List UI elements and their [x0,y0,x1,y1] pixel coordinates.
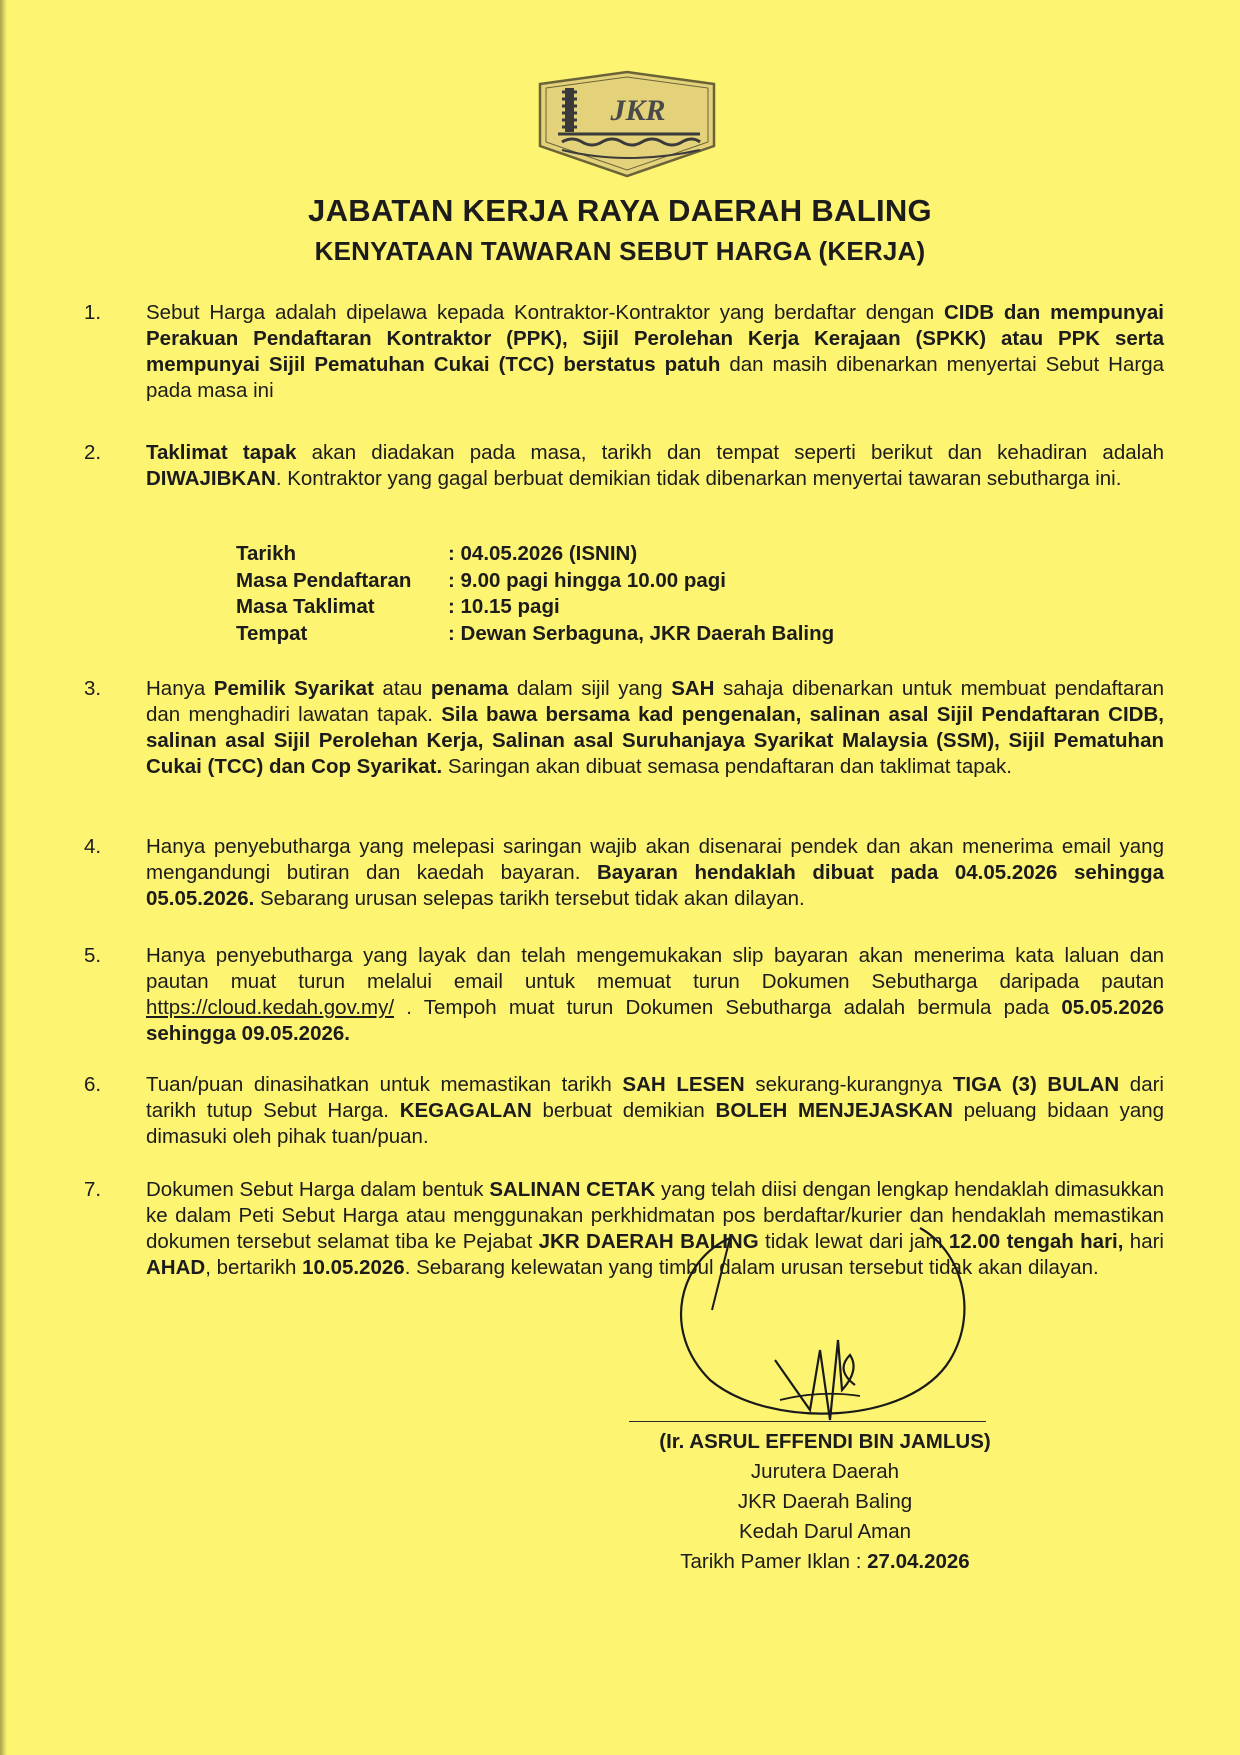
emphasis-text: DIWAJIBKAN [146,467,276,490]
text-run: Sebarang urusan selepas tarikh tersebut tidak akan dilayan. [254,887,805,910]
emphasis-text: 10.05.2026 [302,1256,405,1279]
text-run: . Sebarang kelewatan yang timbul dalam urusan tersebut tidak akan dilayan. [404,1256,1099,1279]
emphasis-text: Sila bawa bersama kad pengenalan, salinan asal Sijil Pendaftaran CIDB, salinan asal Sijil Perolehan Kerja, Salinan asal Suruhanjaya Syarikat Malaysia (SSM), Sijil Pematuhan Cukai (TCC) dan Cop Syarikat. [146,703,1164,778]
briefing-row-briefing-time [236,594,834,621]
jkr-logo [532,70,722,180]
clause-number: 1. [84,301,102,324]
emphasis-text: KEGAGALAN [399,1099,532,1122]
briefing-row-date [236,541,834,568]
emphasis-text: Bayaran hendaklah dibuat pada 04.05.2026 sehingga 05.05.2026. [146,861,1164,910]
clause-number: 2. [84,441,102,464]
briefing-value: : 10.15 pagi [448,595,560,618]
text-run: yang telah diisi dengan lengkap hendaklah dimasukkan ke dalam Peti Sebut Harga atau menggunakan perkhidmatan pos berdaftar/kurier dan hendaklah memastikan dokumen tersebut selamat tiba ke Pejabat [146,1178,1164,1253]
signatory-name: (Ir. ASRUL EFFENDI BIN JAMLUS) [659,1430,991,1453]
text-run: dan masih dibenarkan menyertai Sebut Harga pada masa ini [146,353,1164,402]
briefing-label: Masa Taklimat [236,595,375,618]
text-run: hari [1123,1230,1164,1253]
text-run: Dokumen Sebut Harga dalam bentuk [146,1178,490,1201]
briefing-details [236,541,834,647]
text-run: Saringan akan dibuat semasa pendaftaran dan taklimat tapak. [442,755,1012,778]
emphasis-text: AHAD [146,1256,206,1279]
text-run: dari tarikh tutup Sebut Harga. [146,1073,1164,1122]
text-run: akan diadakan pada masa, tarikh dan tempat seperti berikut dan kehadiran adalah [296,441,1164,464]
signature-line [629,1421,986,1422]
emphasis-text: Taklimat tapak [146,441,297,464]
emphasis-text: SALINAN CETAK [489,1178,656,1201]
briefing-value: : 04.05.2026 (ISNIN) [448,542,638,565]
emphasis-text: SAH [671,677,715,700]
page-title: JABATAN KERJA RAYA DAERAH BALING [308,193,932,228]
emphasis-text: 12.00 tengah hari, [948,1230,1124,1253]
text-run: . Tempoh muat turun Dokumen Sebutharga adalah bermula pada [394,996,1062,1019]
text-run: atau [373,677,431,700]
text-run: Tuan/puan dinasihatkan untuk memastikan tarikh [146,1073,623,1096]
emphasis-text: SAH LESEN [622,1073,745,1096]
text-run: , bertarikh [205,1256,303,1279]
text-run: sahaja dibenarkan untuk membuat pendaftaran dan menghadiri lawatan tapak. [146,677,1164,726]
text-run: sekurang-kurangnya [744,1073,953,1096]
briefing-label: Tarikh [236,542,296,565]
emphasis-text: CIDB dan mempunyai Perakuan Pendaftaran Kontraktor (PPK), Sijil Perolehan Kerja Kerajaan (SPKK) atau PPK serta mempunyai Sijil Pematuhan Cukai (TCC) berstatus patuh [146,301,1164,376]
advert-date [600,1549,1050,1575]
clause-number: 4. [84,835,102,858]
clause-text [146,300,1164,404]
clause-text [146,834,1164,912]
text-run: . Kontraktor yang gagal berbuat demikian tidak dibenarkan menyertai tawaran sebutharga ini. [275,467,1122,490]
text-run: Hanya penyebutharga yang layak dan telah mengemukakan slip bayaran akan menerima kata laluan dan pautan muat turun melalui email untuk memuat turun Dokumen Sebutharga daripada pautan [146,944,1164,993]
clause-text [146,943,1164,1047]
emphasis-text: 05.05.2026 sehingga 09.05.2026. [146,996,1164,1045]
text-run: peluang bidaan yang dimasuki oleh pihak tuan/puan. [146,1099,1165,1148]
clause-text [146,1072,1164,1150]
clause-text [146,1177,1164,1281]
signatory-office: JKR Daerah Baling [737,1490,913,1513]
text-run: dalam sijil yang [508,677,672,700]
text-run: tidak lewat dari jam [758,1230,949,1253]
clause-number: 5. [84,944,102,967]
jkr-logo-text: JKR [610,94,666,127]
emphasis-text: TIGA (3) BULAN [952,1073,1120,1096]
briefing-label: Masa Pendaftaran [236,568,412,592]
briefing-label: Tempat [236,621,308,645]
text-run: Sebut Harga adalah dipelawa kepada Kontraktor-Kontraktor yang berdaftar dengan [146,301,944,324]
signatory-position: Jurutera Daerah [750,1460,900,1483]
emphasis-text: JKR DAERAH BALING [538,1230,759,1253]
text-run: Hanya [146,677,214,700]
briefing-value: : Dewan Serbaguna, JKR Daerah Baling [448,621,835,645]
advert-date-value: 27.04.2026 [867,1550,970,1573]
briefing-value: : 9.00 pagi hingga 10.00 pagi [448,568,726,592]
clause-number: 6. [84,1073,102,1096]
page-subtitle: KENYATAAN TAWARAN SEBUT HARGA (KERJA) [314,236,926,266]
signature-block [600,1429,1050,1575]
briefing-row-venue [236,621,834,648]
clause-text [146,676,1164,780]
emphasis-text: BOLEH MENJEJASKAN [715,1099,953,1122]
clause-number: 7. [84,1178,102,1201]
text-run: berbuat demikian [531,1099,716,1122]
clause-text [146,440,1164,492]
handwritten-signature [660,1220,980,1435]
briefing-row-registration-time [236,568,834,595]
emphasis-text: Pemilik Syarikat [213,677,374,700]
text-run: Hanya penyebutharga yang melepasi saringan wajib akan disenarai pendek dan akan menerima email yang mengandungi butiran dan kaedah bayaran. [146,835,1164,884]
advert-date-label: Tarikh Pamer Iklan : [680,1550,868,1573]
signatory-state: Kedah Darul Aman [738,1520,912,1543]
download-link[interactable]: https://cloud.kedah.gov.my/ [146,996,395,1019]
clause-number: 3. [84,677,102,700]
emphasis-text: penama [430,677,509,700]
